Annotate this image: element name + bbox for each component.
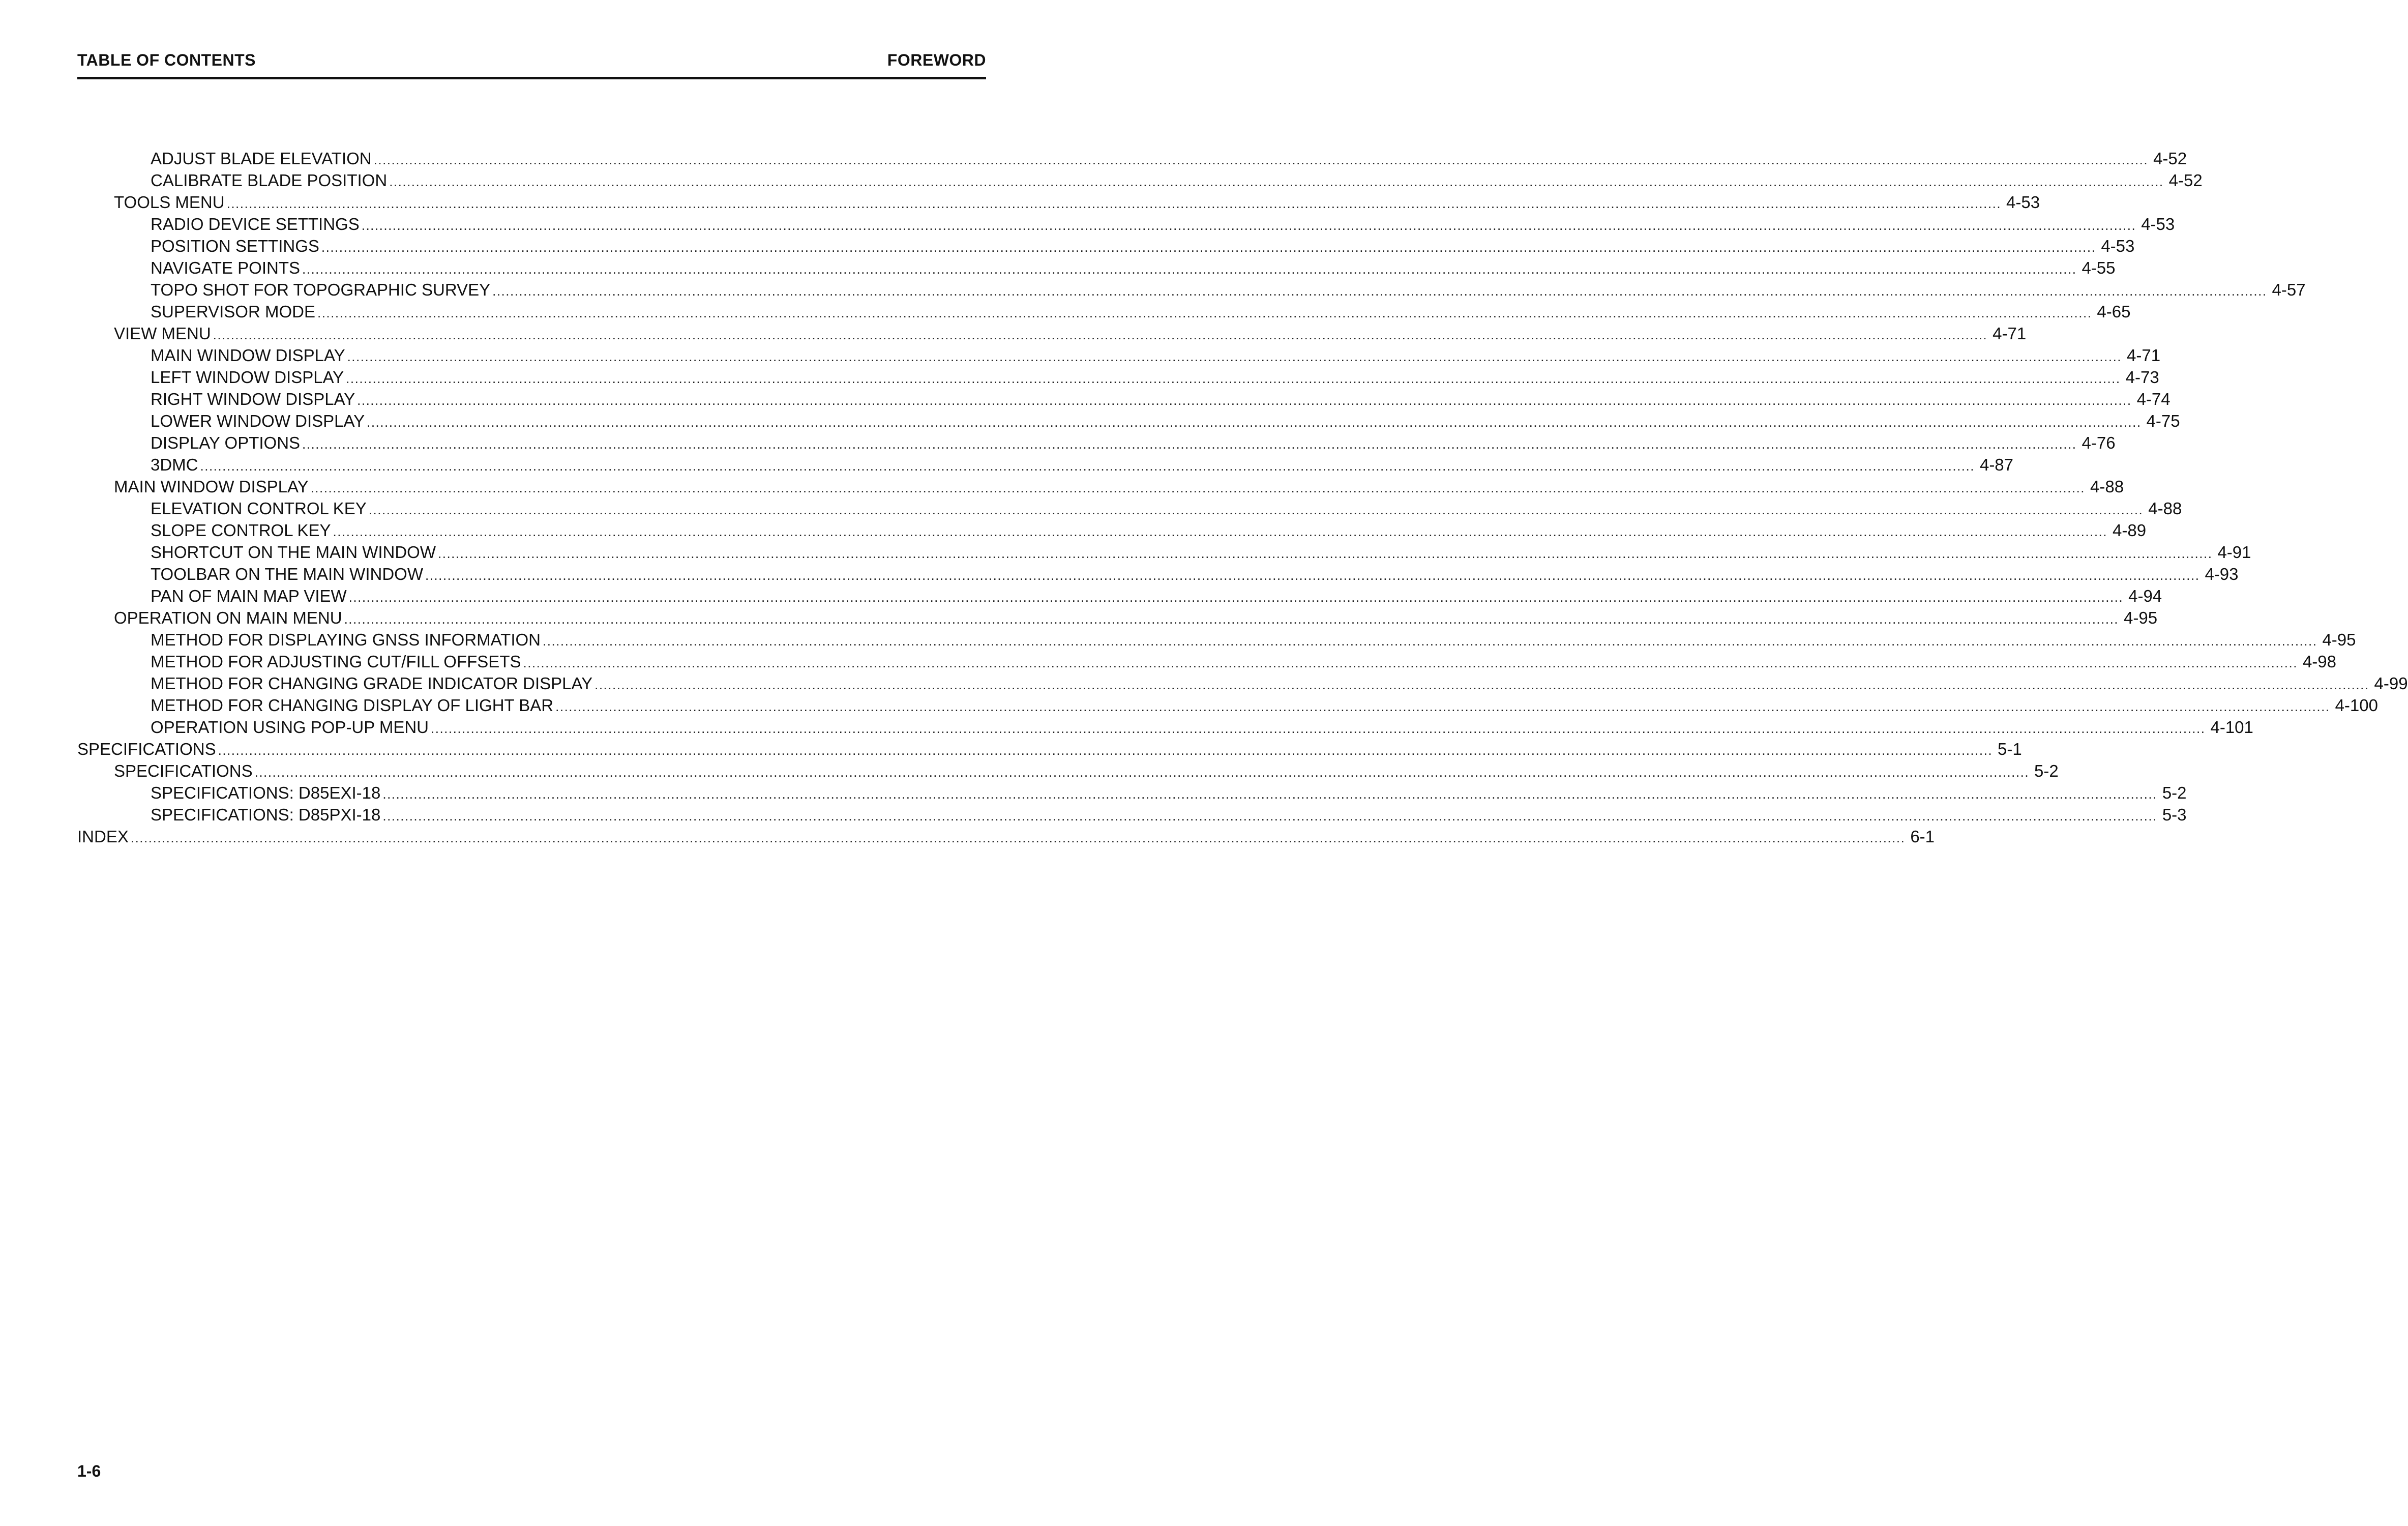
toc-entry-title: METHOD FOR DISPLAYING GNSS INFORMATION xyxy=(151,630,541,649)
toc-entry-page: 4-94 xyxy=(2128,586,2162,605)
toc-entry-title: METHOD FOR CHANGING DISPLAY OF LIGHT BAR xyxy=(151,696,554,715)
toc-entry-page: 4-98 xyxy=(2302,652,2336,671)
toc-entry-title: CALIBRATE BLADE POSITION xyxy=(151,171,388,190)
dot-leader: ................................................................................................................................................................................................................................................................................................................................................................................................................ xyxy=(346,371,2121,386)
toc-entry[interactable] xyxy=(77,651,2336,672)
toc-entry-page: 4-99 xyxy=(2374,674,2408,693)
toc-entry[interactable] xyxy=(77,235,2135,257)
toc-entry-page: 4-71 xyxy=(2127,346,2161,365)
dot-leader: ................................................................................................................................................................................................................................................................................................................................................................................................................ xyxy=(357,393,2132,408)
toc-entry-page: 4-87 xyxy=(1979,455,2014,474)
toc-entry[interactable] xyxy=(77,716,2253,738)
toc-entry-title: SHORTCUT ON THE MAIN WINDOW xyxy=(151,543,436,562)
toc-entry[interactable] xyxy=(77,497,2182,519)
toc-entry-page: 4-100 xyxy=(2335,696,2378,715)
dot-leader: ................................................................................................................................................................................................................................................................................................................................................................................................................ xyxy=(438,546,2213,561)
toc-entry-page: 4-73 xyxy=(2125,368,2159,387)
dot-leader: ................................................................................................................................................................................................................................................................................................................................................................................................................ xyxy=(389,174,2164,189)
dot-leader: ................................................................................................................................................................................................................................................................................................................................................................................................................ xyxy=(317,305,2092,320)
toc-entry[interactable] xyxy=(77,257,2116,279)
toc-entry-title: OPERATION USING POP-UP MENU xyxy=(151,718,429,737)
toc-entry[interactable] xyxy=(77,782,2187,804)
toc-entry[interactable] xyxy=(77,432,2116,454)
toc-entry-title: RADIO DEVICE SETTINGS xyxy=(151,215,360,233)
toc-entry-title: ADJUST BLADE ELEVATION xyxy=(151,149,372,168)
toc-entry-page: 4-71 xyxy=(1993,324,2027,343)
table-of-contents xyxy=(77,148,2408,847)
toc-entry-page: 4-101 xyxy=(2210,718,2253,737)
dot-leader: ................................................................................................................................................................................................................................................................................................................................................................................................................ xyxy=(382,786,2157,802)
dot-leader: ................................................................................................................................................................................................................................................................................................................................................................................................................ xyxy=(254,765,2030,780)
dot-leader: ................................................................................................................................................................................................................................................................................................................................................................................................................ xyxy=(130,830,1906,845)
dot-leader: ................................................................................................................................................................................................................................................................................................................................................................................................................ xyxy=(368,502,2144,517)
toc-entry-title: NAVIGATE POINTS xyxy=(151,258,300,277)
dot-leader: ................................................................................................................................................................................................................................................................................................................................................................................................................ xyxy=(431,721,2206,736)
toc-entry[interactable] xyxy=(77,301,2131,322)
dot-leader: ................................................................................................................................................................................................................................................................................................................................................................................................................ xyxy=(382,808,2157,824)
toc-entry-title: LEFT WINDOW DISPLAY xyxy=(151,368,344,387)
toc-entry-title: MAIN WINDOW DISPLAY xyxy=(151,346,345,365)
toc-entry-page: 4-95 xyxy=(2124,608,2158,627)
toc-entry-page: 5-2 xyxy=(2034,761,2059,780)
toc-entry[interactable] xyxy=(77,694,2378,716)
toc-entry[interactable] xyxy=(77,191,2040,213)
toc-entry[interactable] xyxy=(77,541,2251,563)
toc-entry-title: ELEVATION CONTROL KEY xyxy=(151,499,367,518)
toc-entry[interactable] xyxy=(77,672,2408,694)
toc-entry-page: 4-65 xyxy=(2097,302,2131,321)
dot-leader: ................................................................................................................................................................................................................................................................................................................................................................................................................ xyxy=(310,480,2086,495)
toc-entry-page: 5-1 xyxy=(1998,740,2022,758)
toc-entry[interactable] xyxy=(77,629,2356,651)
toc-entry-title: PAN OF MAIN MAP VIEW xyxy=(151,586,347,605)
toc-entry-page: 4-74 xyxy=(2136,390,2171,408)
toc-entry[interactable] xyxy=(77,738,2022,760)
toc-entry-page: 5-2 xyxy=(2162,783,2187,802)
toc-entry-page: 4-52 xyxy=(2168,171,2203,190)
dot-leader: ................................................................................................................................................................................................................................................................................................................................................................................................................ xyxy=(523,655,2298,670)
toc-entry-title: TOPO SHOT FOR TOPOGRAPHIC SURVEY xyxy=(151,280,491,299)
dot-leader: ................................................................................................................................................................................................................................................................................................................................................................................................................ xyxy=(367,415,2142,430)
toc-entry-title: LOWER WINDOW DISPLAY xyxy=(151,412,365,430)
toc-entry[interactable] xyxy=(77,826,1935,847)
toc-entry[interactable] xyxy=(77,388,2171,410)
toc-entry-title: SPECIFICATIONS: D85PXI-18 xyxy=(151,805,381,824)
toc-entry-title: RIGHT WINDOW DISPLAY xyxy=(151,390,355,408)
toc-entry[interactable] xyxy=(77,169,2203,191)
page-number: 1-6 xyxy=(77,1462,101,1480)
toc-entry-title: TOOLS MENU xyxy=(114,193,225,212)
dot-leader: ................................................................................................................................................................................................................................................................................................................................................................................................................ xyxy=(200,458,1975,474)
dot-leader: ................................................................................................................................................................................................................................................................................................................................................................................................................ xyxy=(213,327,1988,342)
toc-entry-page: 6-1 xyxy=(1910,827,1935,846)
toc-entry-title: SPECIFICATIONS xyxy=(114,761,253,780)
dot-leader: ................................................................................................................................................................................................................................................................................................................................................................................................................ xyxy=(361,218,2136,233)
toc-entry-title: POSITION SETTINGS xyxy=(151,237,319,255)
toc-entry[interactable] xyxy=(77,585,2162,607)
toc-entry-page: 4-52 xyxy=(2153,149,2187,168)
dot-leader: ................................................................................................................................................................................................................................................................................................................................................................................................................ xyxy=(373,152,2149,167)
dot-leader: ................................................................................................................................................................................................................................................................................................................................................................................................................ xyxy=(226,196,2002,211)
dot-leader: ................................................................................................................................................................................................................................................................................................................................................................................................................ xyxy=(218,743,1993,758)
dot-leader: ................................................................................................................................................................................................................................................................................................................................................................................................................ xyxy=(594,677,2369,692)
toc-entry[interactable] xyxy=(77,454,2014,476)
dot-leader: ................................................................................................................................................................................................................................................................................................................................................................................................................ xyxy=(347,349,2122,364)
dot-leader: ................................................................................................................................................................................................................................................................................................................................................................................................................ xyxy=(425,568,2200,583)
dot-leader: ................................................................................................................................................................................................................................................................................................................................................................................................................ xyxy=(348,590,2124,605)
toc-entry-page: 4-88 xyxy=(2090,477,2124,496)
toc-entry-title: MAIN WINDOW DISPLAY xyxy=(114,477,309,496)
dot-leader: ................................................................................................................................................................................................................................................................................................................................................................................................................ xyxy=(333,524,2107,539)
toc-entry-page: 4-53 xyxy=(2101,237,2135,255)
dot-leader: ................................................................................................................................................................................................................................................................................................................................................................................................................ xyxy=(321,240,2096,255)
toc-entry-title: SPECIFICATIONS: D85EXI-18 xyxy=(151,783,381,802)
page-header xyxy=(77,49,986,79)
header-section-title: TABLE OF CONTENTS xyxy=(77,51,256,69)
toc-entry-page: 4-53 xyxy=(2006,193,2040,212)
toc-entry-title: SUPERVISOR MODE xyxy=(151,302,315,321)
header-chapter-title: FOREWORD xyxy=(887,51,986,69)
toc-entry-page: 4-55 xyxy=(2082,258,2116,277)
toc-entry-page: 4-91 xyxy=(2217,543,2251,562)
toc-entry-title: OPERATION ON MAIN MENU xyxy=(114,608,342,627)
toc-entry-page: 4-88 xyxy=(2148,499,2182,518)
toc-entry-title: DISPLAY OPTIONS xyxy=(151,433,301,452)
dot-leader: ................................................................................................................................................................................................................................................................................................................................................................................................................ xyxy=(302,261,2077,277)
dot-leader: ................................................................................................................................................................................................................................................................................................................................................................................................................ xyxy=(543,633,2317,649)
toc-entry-title: SLOPE CONTROL KEY xyxy=(151,521,331,540)
toc-entry-title: TOOLBAR ON THE MAIN WINDOW xyxy=(151,565,423,583)
toc-entry-title: SPECIFICATIONS xyxy=(77,740,216,758)
toc-entry-page: 4-57 xyxy=(2272,280,2306,299)
toc-entry[interactable] xyxy=(77,607,2158,629)
toc-entry[interactable] xyxy=(77,476,2124,497)
toc-entry-page: 5-3 xyxy=(2162,805,2187,824)
toc-entry[interactable] xyxy=(77,804,2187,826)
toc-entry-page: 4-75 xyxy=(2146,412,2180,430)
dot-leader: ................................................................................................................................................................................................................................................................................................................................................................................................................ xyxy=(344,611,2119,627)
toc-entry-title: 3DMC xyxy=(151,455,198,474)
toc-entry-page: 4-76 xyxy=(2082,433,2116,452)
toc-entry[interactable] xyxy=(77,760,2059,782)
toc-entry[interactable] xyxy=(77,213,2175,235)
toc-entry[interactable] xyxy=(77,148,2187,169)
dot-leader: ................................................................................................................................................................................................................................................................................................................................................................................................................ xyxy=(555,699,2330,714)
toc-entry-title: INDEX xyxy=(77,827,129,846)
toc-entry[interactable] xyxy=(77,563,2239,585)
toc-entry-title: VIEW MENU xyxy=(114,324,211,343)
toc-entry-page: 4-95 xyxy=(2322,630,2356,649)
toc-entry[interactable] xyxy=(77,344,2161,366)
toc-entry-title: METHOD FOR ADJUSTING CUT/FILL OFFSETS xyxy=(151,652,521,671)
toc-entry-page: 4-53 xyxy=(2141,215,2175,233)
toc-entry[interactable] xyxy=(77,366,2159,388)
toc-entry[interactable] xyxy=(77,279,2306,301)
dot-leader: ................................................................................................................................................................................................................................................................................................................................................................................................................ xyxy=(302,436,2077,452)
toc-entry[interactable] xyxy=(77,519,2147,541)
toc-entry[interactable] xyxy=(77,410,2180,432)
dot-leader: ................................................................................................................................................................................................................................................................................................................................................................................................................ xyxy=(492,283,2267,299)
toc-entry[interactable] xyxy=(77,322,2027,344)
toc-entry-page: 4-93 xyxy=(2205,565,2239,583)
toc-entry-title: METHOD FOR CHANGING GRADE INDICATOR DISPLAY xyxy=(151,674,593,693)
toc-entry-page: 4-89 xyxy=(2113,521,2147,540)
